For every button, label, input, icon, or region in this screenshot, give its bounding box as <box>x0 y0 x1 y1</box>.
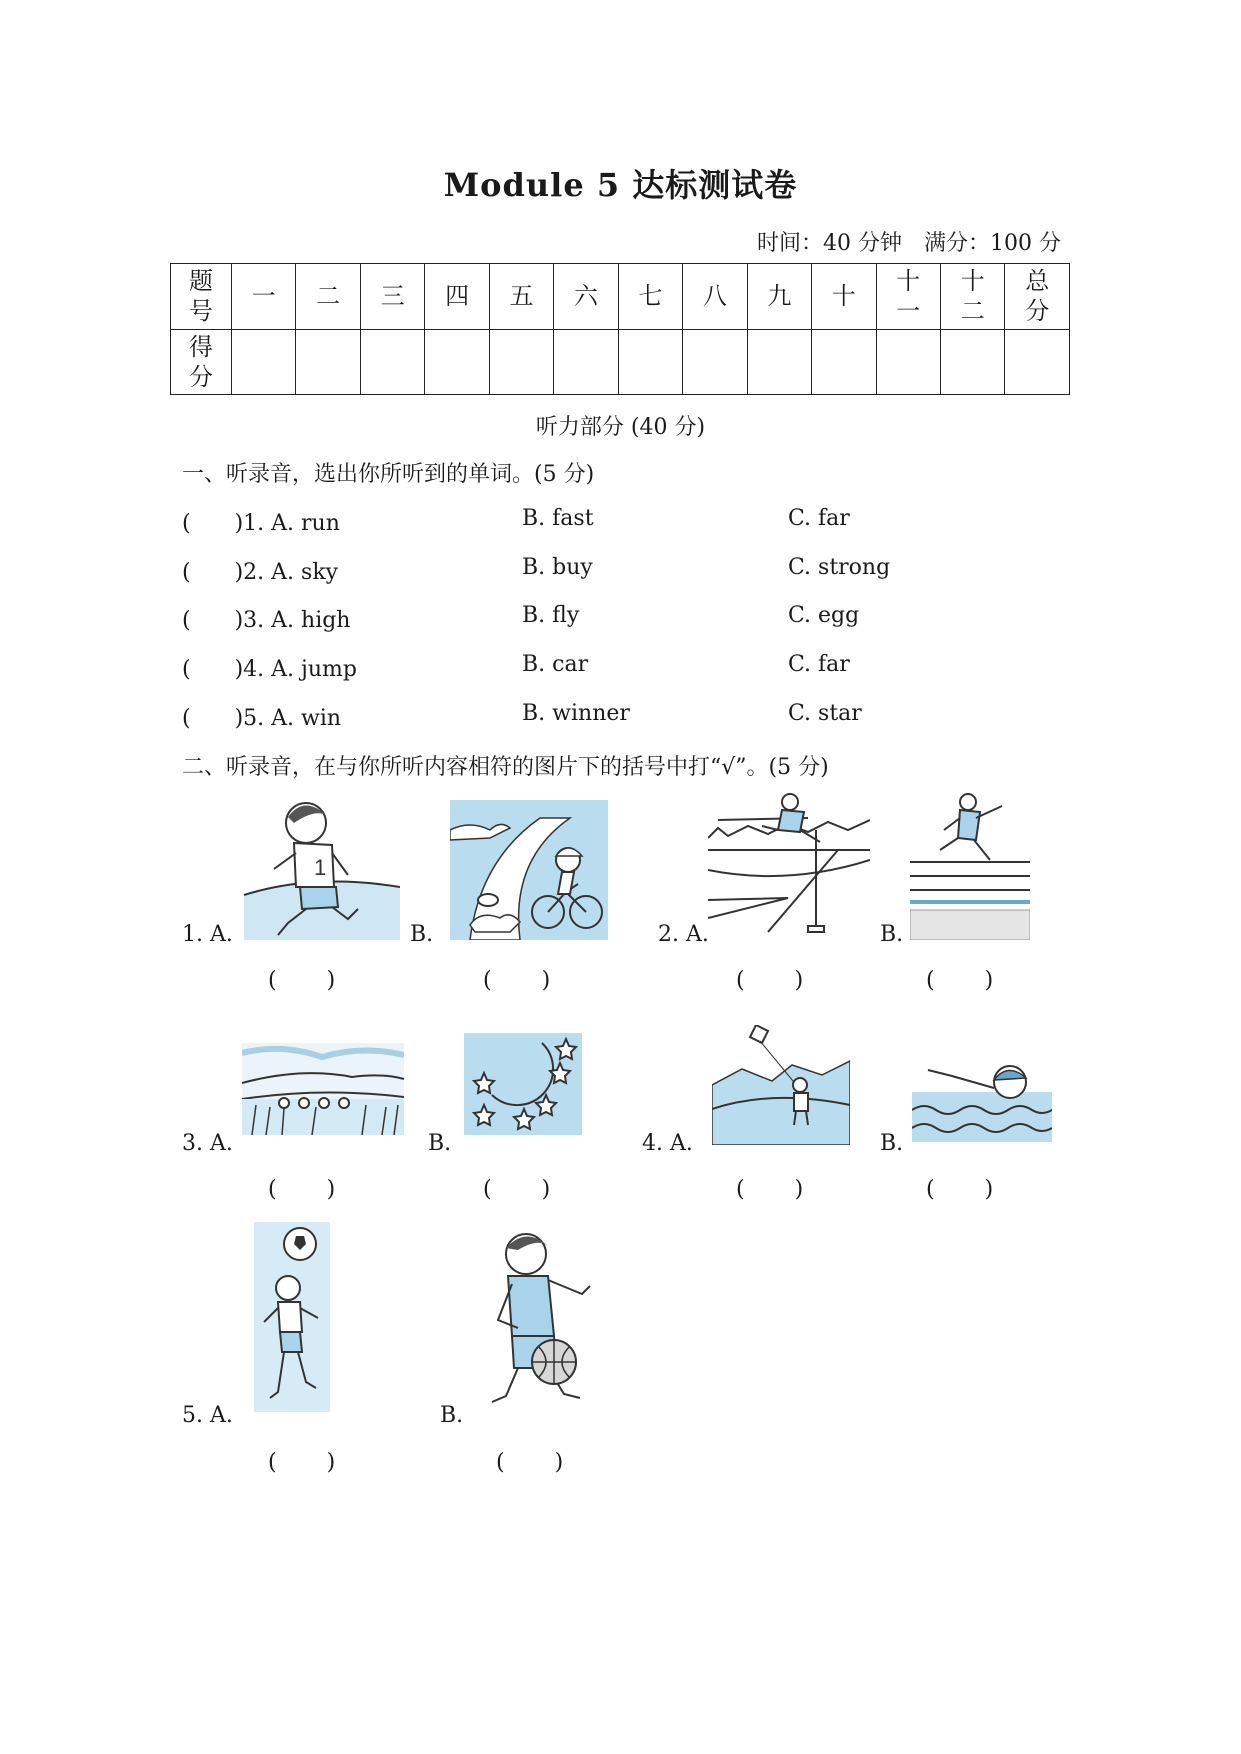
q5b-answer-paren[interactable]: ( ) <box>496 1450 566 1475</box>
q5-option-c: C. star <box>788 701 862 726</box>
score-cell-text: 七 <box>638 282 663 311</box>
q1b-label: B. <box>410 922 434 947</box>
q5-option-a: ( )5. A. win <box>182 706 342 731</box>
score-header-label <box>171 264 232 330</box>
score-cell-text: 五 <box>509 282 534 311</box>
q1a-label: 1. A. <box>182 922 233 947</box>
score-header-cell <box>747 264 811 330</box>
meadow-landscape-picture <box>242 1043 404 1135</box>
q2a-label: 2. A. <box>658 922 709 947</box>
score-input-cell[interactable] <box>360 329 424 395</box>
score-input-cell[interactable] <box>747 329 811 395</box>
score-header-cell <box>876 264 940 330</box>
q4b-answer-paren[interactable]: ( ) <box>926 1177 996 1202</box>
score-input-cell[interactable] <box>812 329 876 395</box>
q3-option-a: ( )3. A. high <box>182 608 351 633</box>
score-header-cell <box>618 264 682 330</box>
section2-title: 二、听录音，在与你所听内容相符的图片下的括号中打“√”。(5 分) <box>182 755 829 780</box>
q4-option-c: C. far <box>788 652 850 677</box>
q2-option-b: B. buy <box>522 555 593 580</box>
score-cell-text: 四 <box>445 282 470 311</box>
score-table-score-row <box>171 329 1070 395</box>
score-input-cell[interactable] <box>1005 329 1070 395</box>
q5a-label: 5. A. <box>182 1403 233 1428</box>
q2a-answer-paren[interactable]: ( ) <box>736 968 806 993</box>
q1-option-b: B. fast <box>522 506 594 531</box>
q4b-label: B. <box>880 1131 904 1156</box>
q4a-label: 4. A. <box>642 1131 693 1156</box>
score-cell-text: 一 <box>251 282 276 311</box>
q3b-answer-paren[interactable]: ( ) <box>483 1177 553 1202</box>
score-input-cell[interactable] <box>618 329 682 395</box>
score-cell-text: 总 分 <box>1025 267 1050 326</box>
score-input-cell[interactable] <box>232 329 296 395</box>
q3-option-c: C. egg <box>788 603 860 628</box>
boy-playing-basketball-picture <box>478 1228 598 1408</box>
girl-flying-kite-picture <box>712 1025 850 1145</box>
q4-option-b: B. car <box>522 652 589 677</box>
score-table-header-row <box>171 264 1070 330</box>
score-header-cell <box>1005 264 1070 330</box>
score-cell-text: 题 号 <box>189 267 213 326</box>
score-cell-text: 八 <box>702 282 727 311</box>
score-input-cell[interactable] <box>554 329 618 395</box>
running-boy-picture <box>244 795 400 940</box>
girl-riding-bike-picture <box>450 800 608 940</box>
score-input-cell[interactable] <box>296 329 360 395</box>
score-input-cell[interactable] <box>683 329 747 395</box>
q1a-answer-paren[interactable]: ( ) <box>268 968 338 993</box>
q1-option-c: C. far <box>788 506 850 531</box>
score-cell-text: 十 一 <box>896 267 921 326</box>
score-cell-text: 得 分 <box>189 332 213 391</box>
score-cell-text: 六 <box>573 282 598 311</box>
high-jump-picture <box>708 790 870 940</box>
q3a-answer-paren[interactable]: ( ) <box>268 1177 338 1202</box>
score-header-cell <box>812 264 876 330</box>
score-header-cell <box>683 264 747 330</box>
score-cell-text: 三 <box>380 282 405 311</box>
q2-option-c: C. strong <box>788 555 891 580</box>
score-cell-text: 九 <box>767 282 792 311</box>
swimming-child-picture <box>912 1062 1052 1142</box>
score-table <box>170 263 1070 395</box>
score-input-cell[interactable] <box>940 329 1004 395</box>
score-cell-text: 十 二 <box>960 267 985 326</box>
svg-text:1: 1 <box>314 855 327 880</box>
q1b-answer-paren[interactable]: ( ) <box>483 968 553 993</box>
listening-part-title: 听力部分 (40 分) <box>535 415 706 440</box>
score-cell-text: 十 <box>831 282 856 311</box>
q5a-answer-paren[interactable]: ( ) <box>268 1450 338 1475</box>
q3-option-b: B. fly <box>522 603 580 628</box>
q4-option-a: ( )4. A. jump <box>182 657 357 682</box>
q3a-label: 3. A. <box>182 1131 233 1156</box>
score-header-cell <box>232 264 296 330</box>
score-header-cell <box>425 264 489 330</box>
score-input-cell[interactable] <box>489 329 553 395</box>
exam-meta: 时间：40 分钟 满分：100 分 <box>757 231 1061 256</box>
score-header-cell <box>940 264 1004 330</box>
q5-option-b: B. winner <box>522 701 630 726</box>
score-header-cell <box>554 264 618 330</box>
q3b-label: B. <box>428 1131 452 1156</box>
q2b-answer-paren[interactable]: ( ) <box>926 968 996 993</box>
score-input-cell[interactable] <box>876 329 940 395</box>
page-title: Module 5 达标测试卷 <box>443 166 798 204</box>
score-row-label <box>171 329 232 395</box>
q2-option-a: ( )2. A. sky <box>182 560 339 585</box>
q2b-label: B. <box>880 922 904 947</box>
boy-playing-football-picture <box>254 1222 330 1412</box>
score-header-cell <box>489 264 553 330</box>
hurdle-jump-picture <box>910 790 1030 940</box>
q4a-answer-paren[interactable]: ( ) <box>736 1177 806 1202</box>
score-cell-text: 二 <box>316 282 341 311</box>
section1-title: 一、听录音，选出你所听到的单词。(5 分) <box>182 462 595 487</box>
moon-and-stars-picture <box>464 1033 582 1135</box>
score-header-cell <box>296 264 360 330</box>
score-header-cell <box>360 264 424 330</box>
score-input-cell[interactable] <box>425 329 489 395</box>
q5b-label: B. <box>440 1403 464 1428</box>
q1-option-a: ( )1. A. run <box>182 511 340 536</box>
